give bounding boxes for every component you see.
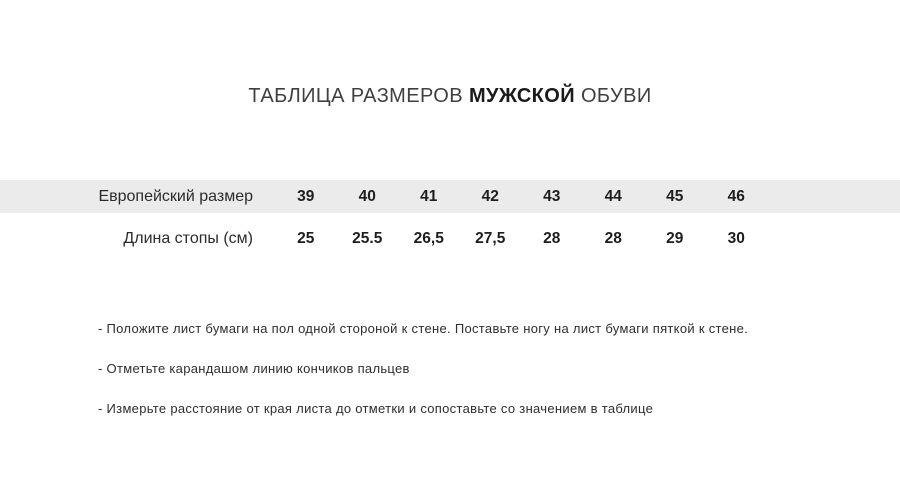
page-title-highlight: МУЖСКОЙ: [468, 85, 575, 107]
instruction-line: - Измерьте расстояние от края листа до отметки и сопоставьте со значением в таблице: [98, 401, 654, 416]
size-table: [0, 180, 900, 265]
length-cell: 29: [666, 230, 684, 247]
size-cell: 44: [604, 187, 622, 205]
size-cell: 46: [727, 187, 745, 205]
length-cell: 28: [543, 230, 561, 247]
page-title-suffix: ОБУВИ: [575, 85, 652, 107]
page-title: [0, 84, 900, 108]
size-cell: 43: [543, 187, 561, 205]
table-row-foot-length: [0, 213, 900, 265]
length-cell: 27,5: [475, 230, 506, 247]
length-cell: 28: [604, 230, 622, 247]
length-cell: 26,5: [413, 230, 444, 247]
size-cell: 40: [358, 187, 376, 205]
length-cell: 30: [727, 230, 745, 247]
size-cell: 45: [666, 187, 684, 205]
length-cell: 25: [297, 230, 315, 247]
page-title-prefix: ТАБЛИЦА РАЗМЕРОВ: [248, 85, 469, 107]
instruction-line: - Отметьте карандашом линию кончиков пальцев: [98, 361, 410, 376]
length-cell: 25.5: [352, 230, 383, 247]
size-cell: 41: [420, 187, 438, 205]
table-row-european-size: [0, 180, 900, 213]
row-label-foot-length: Длина стопы (см): [123, 230, 253, 247]
measurement-instructions: [98, 322, 878, 442]
size-cell: 42: [481, 187, 499, 205]
instruction-line: - Положите лист бумаги на пол одной стороной к стене. Поставьте ногу на лист бумаги пяткой к стене.: [98, 321, 749, 336]
size-cell: 39: [297, 187, 315, 205]
row-label-european-size: Европейский размер: [98, 187, 253, 205]
